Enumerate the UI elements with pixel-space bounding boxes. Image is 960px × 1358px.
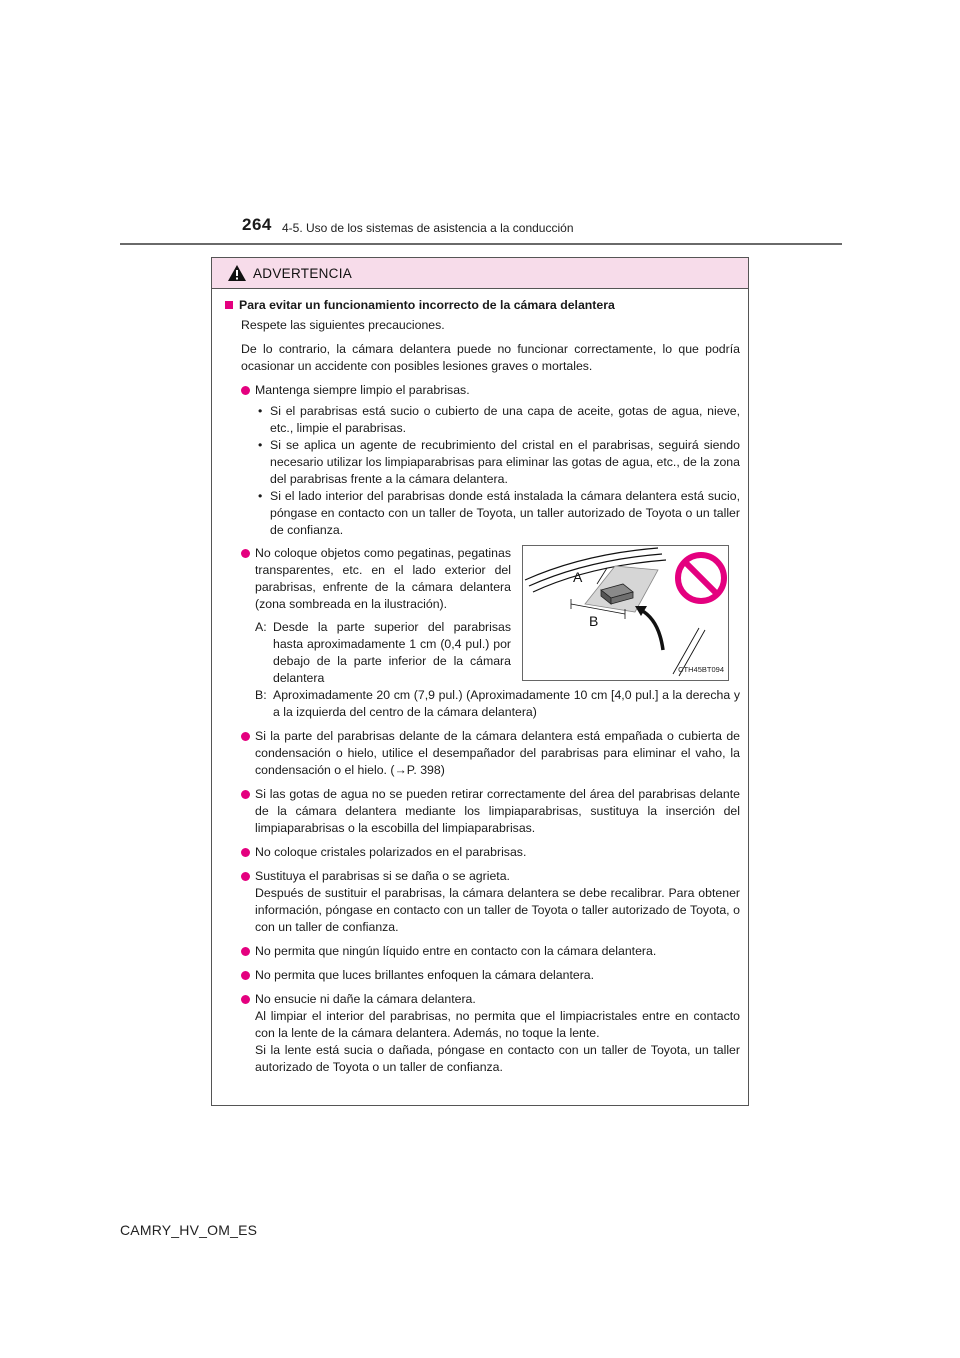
warning-header <box>212 258 748 289</box>
list-item-detail: Después de sustituir el parabrisas, la cámara delantera se debe recalibrar. Para obtener información, póngase en contacto con un taller de Toyota o taller autorizado de Toyota, o con un taller de confianza. <box>255 886 740 934</box>
sub-item <box>258 488 740 539</box>
definition-a <box>255 619 511 687</box>
header-rule <box>120 243 842 245</box>
definition-a-text: Desde la parte superior del parabrisas hasta aproximadamente 1 cm (0,4 pul.) por debajo de la parte inferior de la cámara delantera <box>273 620 511 685</box>
sub-item <box>258 437 740 488</box>
warning-heading-text: Para evitar un funcionamiento incorrecto de la cámara delantera <box>239 298 615 312</box>
bullet-dot-icon <box>241 971 250 980</box>
list-item <box>241 991 740 1076</box>
bullet-dot-icon <box>241 848 250 857</box>
definition-b-key: B: <box>255 688 267 702</box>
list-item <box>241 943 740 960</box>
middle-dot-icon: • <box>258 489 263 503</box>
list-item <box>241 868 740 936</box>
list-item <box>241 728 740 779</box>
label-b: B <box>589 613 599 629</box>
list-item-main: Sustituya el parabrisas si se daña o se agrieta. <box>255 869 510 883</box>
sub-item-text: Si el parabrisas está sucio o cubierto de una capa de aceite, gotas de agua, nieve, etc., limpie el parabrisas. <box>270 404 740 435</box>
sub-list <box>258 403 740 539</box>
bullet-dot-icon <box>241 549 250 558</box>
middle-dot-icon: • <box>258 404 263 418</box>
bullet-dot-icon <box>241 995 250 1004</box>
list-item-text: Si las gotas de agua no se pueden retirar correctamente del área del parabrisas delante de la cámara delantera mediante los limpiaparabrisas, sustituya la inserción del limpiaparabrisas o la escobilla del limpiaparabrisas. <box>255 787 740 835</box>
list-item-detail: Al limpiar el interior del parabrisas, no permita que el limpiacristales entre en contacto con la lente de la cámara delantera. Además, no toque la lente. <box>255 1009 740 1040</box>
bullet-dot-icon <box>241 386 250 395</box>
list-item-text: No coloque objetos como pegatinas, pegatinas transparentes, etc. en el lado exterior del parabrisas, enfrente de la cámara delantera (zona sombreada en la ilustración). <box>255 546 511 611</box>
list-item-text <box>255 991 740 1076</box>
prohibited-icon <box>678 555 724 601</box>
warning-title: ADVERTENCIA <box>253 265 353 281</box>
windshield-camera-illustration <box>522 545 729 681</box>
list-item-main: No ensucie ni dañe la cámara delantera. <box>255 992 476 1006</box>
warning-body <box>212 289 748 1076</box>
list-item-text: No permita que ningún líquido entre en contacto con la cámara delantera. <box>255 944 657 958</box>
section-title: 4-5. Uso de los sistemas de asistencia a la conducción <box>282 221 574 235</box>
illustration-graphic <box>523 546 728 680</box>
label-a: A <box>573 569 583 585</box>
intro-paragraph-2: De lo contrario, la cámara delantera puede no funcionar correctamente, lo que podría ocasionar un accidente con posibles lesiones graves o mortales. <box>241 342 740 373</box>
list-item-text: Mantenga siempre limpio el parabrisas. <box>255 383 470 397</box>
list-item-text: Si la parte del parabrisas delante de la cámara delantera está empañada o cubierta de condensación o hielo, utilice el desempañador del parabrisas para eliminar el vaho, la condensación o el hielo. (→P. 398) <box>255 729 740 777</box>
list-item <box>241 844 740 861</box>
list-item <box>241 545 511 613</box>
figure-code: CTH45BT094 <box>678 665 724 674</box>
bullet-dot-icon <box>241 790 250 799</box>
list-item <box>241 786 740 837</box>
sub-item-text: Si el lado interior del parabrisas donde está instalada la cámara delantera está sucio, póngase en contacto con un taller de Toyota, un taller autorizado de Toyota o un taller de confianza. <box>270 489 740 537</box>
footer-doc-code: CAMRY_HV_OM_ES <box>120 1222 258 1238</box>
bullet-dot-icon <box>241 872 250 881</box>
definition-b-text: Aproximadamente 20 cm (7,9 pul.) (Aproximadamente 10 cm [4,0 pul.] a la derecha y a la izquierda del centro de la cámara delantera) <box>273 688 740 719</box>
list-item-detail: Si la lente está sucia o dañada, póngase en contacto con un taller de Toyota, un taller autorizado de Toyota o un taller de confianza. <box>255 1043 740 1074</box>
definition-a-key: A: <box>255 620 267 634</box>
bullet-dot-icon <box>241 732 250 741</box>
middle-dot-icon: • <box>258 438 263 452</box>
bullet-dot-icon <box>241 947 250 956</box>
definition-b <box>255 687 740 721</box>
warning-heading <box>225 297 740 314</box>
warning-box <box>211 257 749 1106</box>
sub-item <box>258 403 740 437</box>
list-item-text: No permita que luces brillantes enfoquen la cámara delantera. <box>255 968 595 982</box>
sub-item-text: Si se aplica un agente de recubrimiento del cristal en el parabrisas, seguirá siendo necesario utilizar los limpiaparabrisas para eliminar las gotas de agua, etc., de la zona del parabrisas frente a la cámara delantera. <box>270 438 740 486</box>
list-item-text: No coloque cristales polarizados en el parabrisas. <box>255 845 527 859</box>
list-item <box>241 967 740 984</box>
figure-row <box>241 545 740 687</box>
warning-triangle-icon <box>227 264 247 282</box>
list-item <box>241 382 740 399</box>
square-bullet-icon <box>225 301 233 309</box>
figure-text <box>241 545 511 687</box>
page-number: 264 <box>242 215 272 234</box>
list-item-text <box>255 868 740 936</box>
intro-paragraph-1: Respete las siguientes precauciones. <box>241 318 445 332</box>
